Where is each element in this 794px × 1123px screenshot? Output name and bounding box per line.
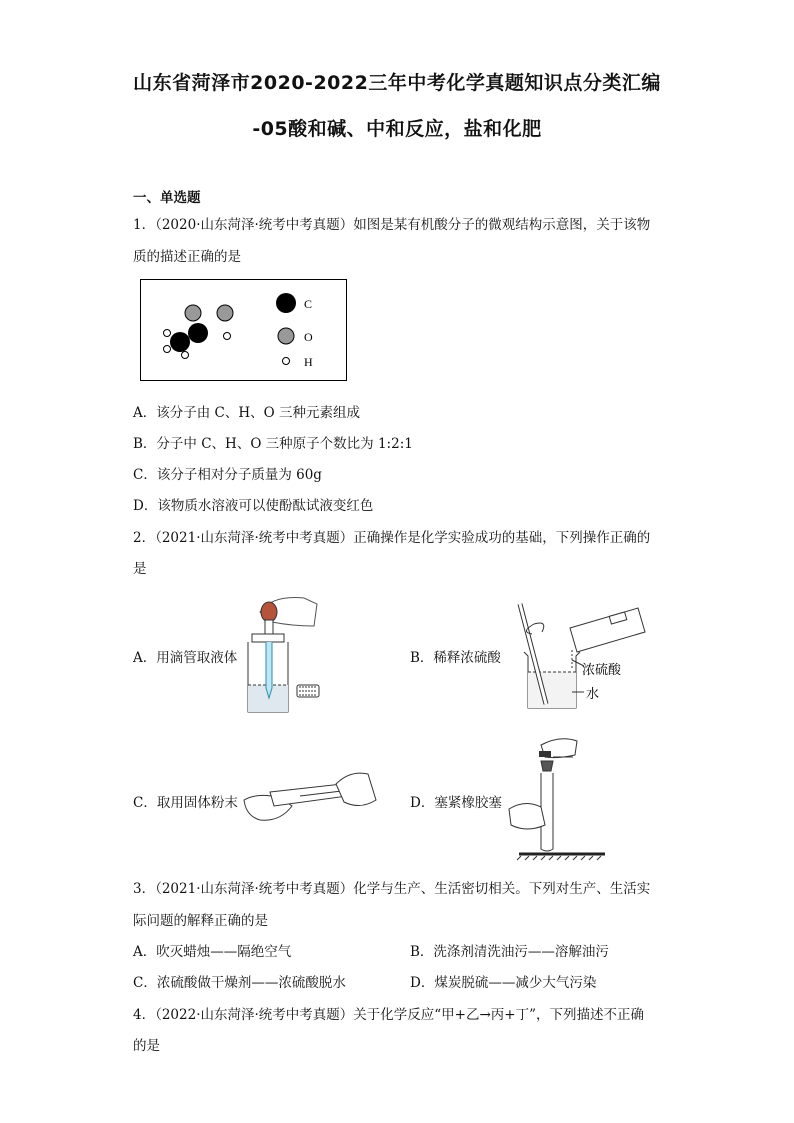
q2-option-a: A．用滴管取液体 <box>133 650 238 666</box>
q2-stem-line1: 2．（2021·山东菏泽·统考中考真题）正确操作是化学实验成功的基础，下列操作正确的 <box>133 530 651 546</box>
q2-option-c: C．取用固体粉末 <box>133 795 238 811</box>
q1-option-c: C．该分子相对分子质量为 60g <box>133 467 322 483</box>
molecule-diagram <box>140 279 348 383</box>
q1-option-d: D．该物质水溶液可以使酚酞试液变红色 <box>133 498 374 514</box>
legend-carbon: C <box>304 297 313 311</box>
q3-option-d: D．煤炭脱硫——减少大气污染 <box>410 975 597 991</box>
label-concentrated-sulfuric-acid: 浓硫酸 <box>582 663 622 678</box>
q4-stem-line2: 的是 <box>133 1038 160 1054</box>
q1-option-a: A．该分子由 C、H、O 三种元素组成 <box>133 405 361 421</box>
q3-option-b: B．洗涤剂清洗油污——溶解油污 <box>410 944 609 960</box>
q1-stem-line2: 质的描述正确的是 <box>133 249 241 265</box>
legend-hydrogen: H <box>304 355 313 369</box>
q3-option-a: A．吹灭蜡烛——隔绝空气 <box>133 944 292 960</box>
document-title-line2: -05酸和碱、中和反应，盐和化肥 <box>252 118 542 140</box>
legend-oxygen: O <box>304 330 313 344</box>
powder-test-tube-illustration <box>240 770 380 832</box>
label-water: 水 <box>586 687 600 702</box>
section-heading: 一、单选题 <box>133 190 201 206</box>
dilute-acid-illustration <box>520 604 650 714</box>
rubber-stopper-illustration <box>505 735 615 860</box>
q3-stem-line1: 3．（2021·山东菏泽·统考中考真题）化学与生产、生活密切相关。下列对生产、生活实 <box>133 881 651 897</box>
q2-stem-line2: 是 <box>133 561 147 577</box>
q3-stem-line2: 际问题的解释正确的是 <box>133 913 268 929</box>
document-title-line1: 山东省菏泽市2020-2022三年中考化学真题知识点分类汇编 <box>133 72 661 94</box>
q1-option-b: B．分子中 C、H、O 三种原子个数比为 1:2:1 <box>133 436 413 452</box>
q3-option-c: C．浓硫酸做干燥剂——浓硫酸脱水 <box>133 975 346 991</box>
q4-stem-line1: 4．（2022·山东菏泽·统考中考真题）关于化学反应“甲+乙→丙+丁”，下列描述不正确 <box>133 1007 645 1023</box>
q2-option-d: D．塞紧橡胶塞 <box>410 795 502 811</box>
q2-option-b: B．稀释浓硫酸 <box>410 650 501 666</box>
dropper-bottle-illustration <box>242 590 322 715</box>
q1-stem-line1: 1．（2020·山东菏泽·统考中考真题）如图是某有机酸分子的微观结构示意图，关于该物 <box>133 217 651 233</box>
